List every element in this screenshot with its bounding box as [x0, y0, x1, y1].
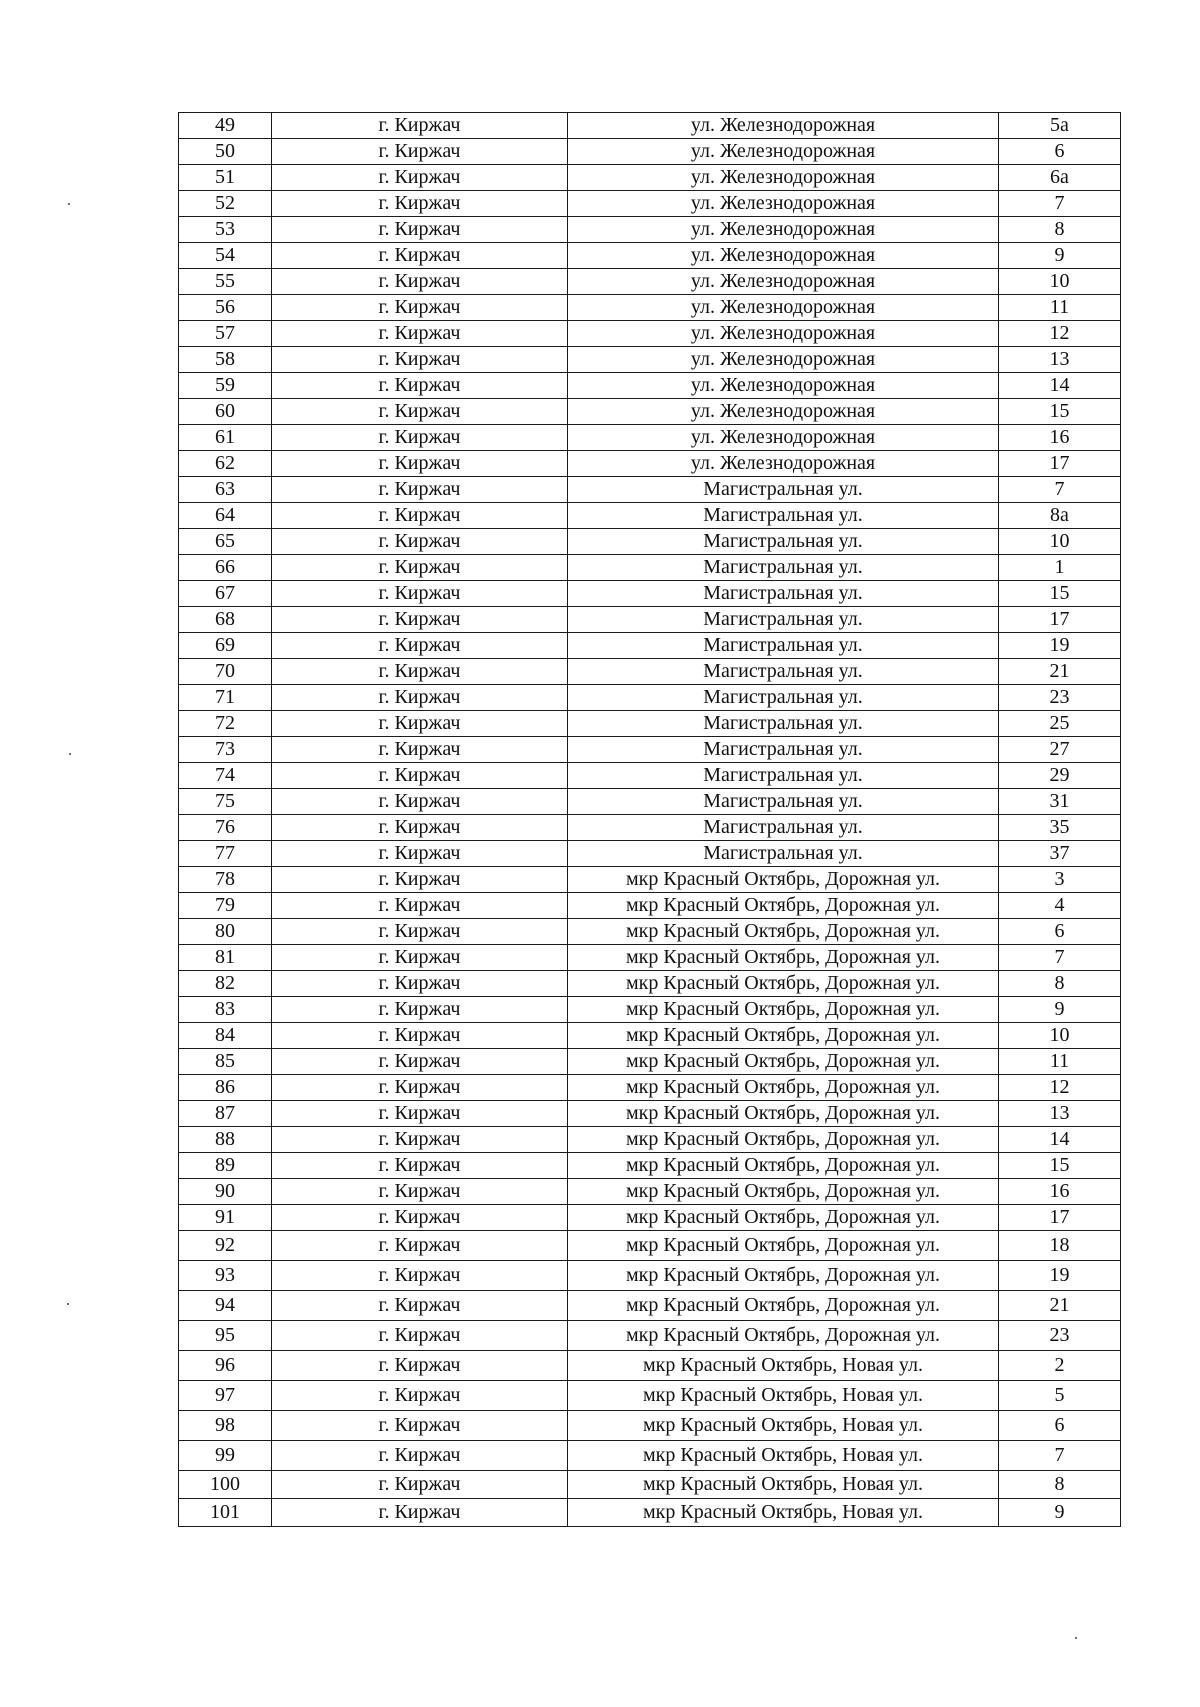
street-cell: мкр Красный Октябрь, Дорожная ул. — [568, 997, 999, 1023]
row-number-cell: 65 — [179, 529, 272, 555]
city-cell: г. Киржач — [272, 1381, 568, 1411]
city-cell: г. Киржач — [272, 1231, 568, 1261]
street-cell: мкр Красный Октябрь, Дорожная ул. — [568, 1023, 999, 1049]
row-number-cell: 79 — [179, 893, 272, 919]
city-cell: г. Киржач — [272, 945, 568, 971]
city-cell: г. Киржач — [272, 1411, 568, 1441]
table-row — [179, 1411, 1121, 1441]
city-cell: г. Киржач — [272, 399, 568, 425]
street-cell: Магистральная ул. — [568, 737, 999, 763]
table-row — [179, 737, 1121, 763]
house-number-cell: 7 — [999, 191, 1121, 217]
house-number-cell: 14 — [999, 373, 1121, 399]
row-number-cell: 83 — [179, 997, 272, 1023]
city-cell: г. Киржач — [272, 295, 568, 321]
street-cell: Магистральная ул. — [568, 841, 999, 867]
house-number-cell: 10 — [999, 529, 1121, 555]
house-number-cell: 9 — [999, 997, 1121, 1023]
row-number-cell: 96 — [179, 1351, 272, 1381]
row-number-cell: 62 — [179, 451, 272, 477]
table-row — [179, 1153, 1121, 1179]
house-number-cell: 35 — [999, 815, 1121, 841]
city-cell: г. Киржач — [272, 893, 568, 919]
table-row — [179, 269, 1121, 295]
house-number-cell: 2 — [999, 1351, 1121, 1381]
street-cell: ул. Железнодорожная — [568, 347, 999, 373]
street-cell: мкр Красный Октябрь, Дорожная ул. — [568, 1049, 999, 1075]
house-number-cell: 15 — [999, 581, 1121, 607]
city-cell: г. Киржач — [272, 1291, 568, 1321]
house-number-cell: 27 — [999, 737, 1121, 763]
house-number-cell: 6 — [999, 139, 1121, 165]
table-row — [179, 373, 1121, 399]
table-row — [179, 841, 1121, 867]
row-number-cell: 58 — [179, 347, 272, 373]
city-cell: г. Киржач — [272, 1127, 568, 1153]
city-cell: г. Киржач — [272, 1101, 568, 1127]
table-row — [179, 425, 1121, 451]
city-cell: г. Киржач — [272, 1153, 568, 1179]
address-table-body — [179, 113, 1121, 1527]
city-cell: г. Киржач — [272, 451, 568, 477]
table-row — [179, 1499, 1121, 1527]
street-cell: ул. Железнодорожная — [568, 373, 999, 399]
house-number-cell: 16 — [999, 1179, 1121, 1205]
city-cell: г. Киржач — [272, 971, 568, 997]
row-number-cell: 84 — [179, 1023, 272, 1049]
street-cell: мкр Красный Октябрь, Новая ул. — [568, 1441, 999, 1471]
row-number-cell: 77 — [179, 841, 272, 867]
row-number-cell: 49 — [179, 113, 272, 139]
table-row — [179, 191, 1121, 217]
house-number-cell: 8 — [999, 971, 1121, 997]
house-number-cell: 3 — [999, 867, 1121, 893]
house-number-cell: 17 — [999, 1205, 1121, 1231]
street-cell: мкр Красный Октябрь, Дорожная ул. — [568, 867, 999, 893]
city-cell: г. Киржач — [272, 113, 568, 139]
table-row — [179, 945, 1121, 971]
street-cell: Магистральная ул. — [568, 581, 999, 607]
table-row — [179, 659, 1121, 685]
city-cell: г. Киржач — [272, 217, 568, 243]
street-cell: ул. Железнодорожная — [568, 269, 999, 295]
street-cell: мкр Красный Октябрь, Дорожная ул. — [568, 1291, 999, 1321]
city-cell: г. Киржач — [272, 529, 568, 555]
row-number-cell: 73 — [179, 737, 272, 763]
row-number-cell: 63 — [179, 477, 272, 503]
house-number-cell: 21 — [999, 1291, 1121, 1321]
city-cell: г. Киржач — [272, 1351, 568, 1381]
street-cell: Магистральная ул. — [568, 477, 999, 503]
house-number-cell: 9 — [999, 243, 1121, 269]
house-number-cell: 8 — [999, 217, 1121, 243]
row-number-cell: 60 — [179, 399, 272, 425]
street-cell: ул. Железнодорожная — [568, 165, 999, 191]
row-number-cell: 101 — [179, 1499, 272, 1527]
table-row — [179, 477, 1121, 503]
house-number-cell: 11 — [999, 1049, 1121, 1075]
row-number-cell: 76 — [179, 815, 272, 841]
city-cell: г. Киржач — [272, 425, 568, 451]
house-number-cell: 12 — [999, 1075, 1121, 1101]
row-number-cell: 92 — [179, 1231, 272, 1261]
table-row — [179, 789, 1121, 815]
street-cell: ул. Железнодорожная — [568, 295, 999, 321]
city-cell: г. Киржач — [272, 1441, 568, 1471]
house-number-cell: 6 — [999, 919, 1121, 945]
house-number-cell: 5 — [999, 1381, 1121, 1411]
house-number-cell: 23 — [999, 1321, 1121, 1351]
city-cell: г. Киржач — [272, 191, 568, 217]
table-row — [179, 1321, 1121, 1351]
table-row — [179, 1075, 1121, 1101]
table-row — [179, 1261, 1121, 1291]
house-number-cell: 7 — [999, 945, 1121, 971]
street-cell: мкр Красный Октябрь, Дорожная ул. — [568, 971, 999, 997]
city-cell: г. Киржач — [272, 789, 568, 815]
street-cell: мкр Красный Октябрь, Новая ул. — [568, 1411, 999, 1441]
city-cell: г. Киржач — [272, 659, 568, 685]
table-row — [179, 1231, 1121, 1261]
house-number-cell: 10 — [999, 269, 1121, 295]
street-cell: мкр Красный Октябрь, Дорожная ул. — [568, 1101, 999, 1127]
table-row — [179, 1441, 1121, 1471]
street-cell: Магистральная ул. — [568, 685, 999, 711]
city-cell: г. Киржач — [272, 1179, 568, 1205]
row-number-cell: 98 — [179, 1411, 272, 1441]
city-cell: г. Киржач — [272, 1261, 568, 1291]
table-row — [179, 347, 1121, 373]
table-row — [179, 893, 1121, 919]
row-number-cell: 82 — [179, 971, 272, 997]
scan-speck — [69, 753, 71, 755]
house-number-cell: 11 — [999, 295, 1121, 321]
house-number-cell: 31 — [999, 789, 1121, 815]
row-number-cell: 93 — [179, 1261, 272, 1291]
row-number-cell: 91 — [179, 1205, 272, 1231]
row-number-cell: 97 — [179, 1381, 272, 1411]
table-row — [179, 165, 1121, 191]
city-cell: г. Киржач — [272, 1049, 568, 1075]
scan-speck — [1075, 1637, 1077, 1639]
street-cell: Магистральная ул. — [568, 607, 999, 633]
table-row — [179, 529, 1121, 555]
table-row — [179, 243, 1121, 269]
table-row — [179, 295, 1121, 321]
row-number-cell: 80 — [179, 919, 272, 945]
house-number-cell: 16 — [999, 425, 1121, 451]
house-number-cell: 18 — [999, 1231, 1121, 1261]
house-number-cell: 15 — [999, 1153, 1121, 1179]
table-row — [179, 1205, 1121, 1231]
city-cell: г. Киржач — [272, 1471, 568, 1499]
house-number-cell: 13 — [999, 1101, 1121, 1127]
house-number-cell: 15 — [999, 399, 1121, 425]
house-number-cell: 23 — [999, 685, 1121, 711]
street-cell: мкр Красный Октябрь, Новая ул. — [568, 1499, 999, 1527]
house-number-cell: 8 — [999, 1471, 1121, 1499]
street-cell: мкр Красный Октябрь, Дорожная ул. — [568, 1179, 999, 1205]
city-cell: г. Киржач — [272, 347, 568, 373]
table-row — [179, 607, 1121, 633]
row-number-cell: 90 — [179, 1179, 272, 1205]
row-number-cell: 53 — [179, 217, 272, 243]
row-number-cell: 54 — [179, 243, 272, 269]
city-cell: г. Киржач — [272, 997, 568, 1023]
table-row — [179, 1101, 1121, 1127]
house-number-cell: 8а — [999, 503, 1121, 529]
row-number-cell: 86 — [179, 1075, 272, 1101]
street-cell: мкр Красный Октябрь, Дорожная ул. — [568, 1205, 999, 1231]
city-cell: г. Киржач — [272, 1075, 568, 1101]
scan-speck — [67, 1303, 69, 1305]
table-row — [179, 555, 1121, 581]
street-cell: Магистральная ул. — [568, 503, 999, 529]
table-row — [179, 867, 1121, 893]
house-number-cell: 1 — [999, 555, 1121, 581]
row-number-cell: 50 — [179, 139, 272, 165]
house-number-cell: 5а — [999, 113, 1121, 139]
row-number-cell: 88 — [179, 1127, 272, 1153]
table-row — [179, 685, 1121, 711]
table-row — [179, 321, 1121, 347]
house-number-cell: 4 — [999, 893, 1121, 919]
city-cell: г. Киржач — [272, 321, 568, 347]
row-number-cell: 85 — [179, 1049, 272, 1075]
table-row — [179, 451, 1121, 477]
city-cell: г. Киржач — [272, 269, 568, 295]
table-row — [179, 1471, 1121, 1499]
row-number-cell: 99 — [179, 1441, 272, 1471]
house-number-cell: 6 — [999, 1411, 1121, 1441]
row-number-cell: 100 — [179, 1471, 272, 1499]
table-row — [179, 399, 1121, 425]
table-row — [179, 1291, 1121, 1321]
street-cell: мкр Красный Октябрь, Дорожная ул. — [568, 1261, 999, 1291]
table-row — [179, 1351, 1121, 1381]
city-cell: г. Киржач — [272, 633, 568, 659]
street-cell: Магистральная ул. — [568, 555, 999, 581]
city-cell: г. Киржач — [272, 685, 568, 711]
street-cell: ул. Железнодорожная — [568, 243, 999, 269]
house-number-cell: 7 — [999, 1441, 1121, 1471]
street-cell: мкр Красный Октябрь, Дорожная ул. — [568, 1075, 999, 1101]
street-cell: ул. Железнодорожная — [568, 425, 999, 451]
street-cell: ул. Железнодорожная — [568, 321, 999, 347]
city-cell: г. Киржач — [272, 763, 568, 789]
scan-speck — [68, 203, 70, 205]
house-number-cell: 25 — [999, 711, 1121, 737]
house-number-cell: 29 — [999, 763, 1121, 789]
city-cell: г. Киржач — [272, 1499, 568, 1527]
city-cell: г. Киржач — [272, 581, 568, 607]
table-row — [179, 711, 1121, 737]
city-cell: г. Киржач — [272, 1023, 568, 1049]
table-row — [179, 1049, 1121, 1075]
row-number-cell: 68 — [179, 607, 272, 633]
street-cell: мкр Красный Октябрь, Дорожная ул. — [568, 1231, 999, 1261]
city-cell: г. Киржач — [272, 477, 568, 503]
row-number-cell: 81 — [179, 945, 272, 971]
city-cell: г. Киржач — [272, 503, 568, 529]
street-cell: Магистральная ул. — [568, 659, 999, 685]
address-table — [178, 112, 1121, 1527]
house-number-cell: 14 — [999, 1127, 1121, 1153]
street-cell: мкр Красный Октябрь, Новая ул. — [568, 1351, 999, 1381]
city-cell: г. Киржач — [272, 711, 568, 737]
row-number-cell: 52 — [179, 191, 272, 217]
row-number-cell: 74 — [179, 763, 272, 789]
street-cell: мкр Красный Октябрь, Дорожная ул. — [568, 945, 999, 971]
street-cell: ул. Железнодорожная — [568, 217, 999, 243]
house-number-cell: 17 — [999, 451, 1121, 477]
row-number-cell: 95 — [179, 1321, 272, 1351]
house-number-cell: 6а — [999, 165, 1121, 191]
street-cell: Магистральная ул. — [568, 763, 999, 789]
street-cell: ул. Железнодорожная — [568, 113, 999, 139]
city-cell: г. Киржач — [272, 919, 568, 945]
table-row — [179, 997, 1121, 1023]
city-cell: г. Киржач — [272, 139, 568, 165]
row-number-cell: 78 — [179, 867, 272, 893]
street-cell: мкр Красный Октябрь, Дорожная ул. — [568, 1321, 999, 1351]
house-number-cell: 37 — [999, 841, 1121, 867]
table-row — [179, 919, 1121, 945]
city-cell: г. Киржач — [272, 841, 568, 867]
table-row — [179, 763, 1121, 789]
street-cell: Магистральная ул. — [568, 789, 999, 815]
street-cell: мкр Красный Октябрь, Дорожная ул. — [568, 893, 999, 919]
table-row — [179, 971, 1121, 997]
city-cell: г. Киржач — [272, 607, 568, 633]
house-number-cell: 21 — [999, 659, 1121, 685]
table-row — [179, 113, 1121, 139]
city-cell: г. Киржач — [272, 165, 568, 191]
table-row — [179, 1127, 1121, 1153]
table-row — [179, 633, 1121, 659]
row-number-cell: 70 — [179, 659, 272, 685]
table-row — [179, 139, 1121, 165]
row-number-cell: 71 — [179, 685, 272, 711]
row-number-cell: 51 — [179, 165, 272, 191]
row-number-cell: 94 — [179, 1291, 272, 1321]
row-number-cell: 87 — [179, 1101, 272, 1127]
street-cell: ул. Железнодорожная — [568, 139, 999, 165]
street-cell: Магистральная ул. — [568, 815, 999, 841]
table-row — [179, 503, 1121, 529]
row-number-cell: 89 — [179, 1153, 272, 1179]
house-number-cell: 13 — [999, 347, 1121, 373]
city-cell: г. Киржач — [272, 373, 568, 399]
street-cell: мкр Красный Октябрь, Новая ул. — [568, 1471, 999, 1499]
row-number-cell: 55 — [179, 269, 272, 295]
street-cell: мкр Красный Октябрь, Дорожная ул. — [568, 1127, 999, 1153]
table-row — [179, 815, 1121, 841]
row-number-cell: 75 — [179, 789, 272, 815]
house-number-cell: 12 — [999, 321, 1121, 347]
row-number-cell: 57 — [179, 321, 272, 347]
row-number-cell: 59 — [179, 373, 272, 399]
row-number-cell: 61 — [179, 425, 272, 451]
street-cell: Магистральная ул. — [568, 711, 999, 737]
table-row — [179, 1381, 1121, 1411]
street-cell: ул. Железнодорожная — [568, 191, 999, 217]
street-cell: Магистральная ул. — [568, 529, 999, 555]
house-number-cell: 19 — [999, 1261, 1121, 1291]
row-number-cell: 72 — [179, 711, 272, 737]
street-cell: мкр Красный Октябрь, Новая ул. — [568, 1381, 999, 1411]
street-cell: Магистральная ул. — [568, 633, 999, 659]
house-number-cell: 19 — [999, 633, 1121, 659]
city-cell: г. Киржач — [272, 1205, 568, 1231]
row-number-cell: 56 — [179, 295, 272, 321]
city-cell: г. Киржач — [272, 737, 568, 763]
row-number-cell: 69 — [179, 633, 272, 659]
street-cell: мкр Красный Октябрь, Дорожная ул. — [568, 919, 999, 945]
street-cell: ул. Железнодорожная — [568, 399, 999, 425]
street-cell: мкр Красный Октябрь, Дорожная ул. — [568, 1153, 999, 1179]
table-row — [179, 1023, 1121, 1049]
city-cell: г. Киржач — [272, 243, 568, 269]
row-number-cell: 67 — [179, 581, 272, 607]
house-number-cell: 17 — [999, 607, 1121, 633]
city-cell: г. Киржач — [272, 815, 568, 841]
row-number-cell: 66 — [179, 555, 272, 581]
city-cell: г. Киржач — [272, 1321, 568, 1351]
table-row — [179, 217, 1121, 243]
house-number-cell: 7 — [999, 477, 1121, 503]
table-row — [179, 581, 1121, 607]
row-number-cell: 64 — [179, 503, 272, 529]
city-cell: г. Киржач — [272, 867, 568, 893]
house-number-cell: 9 — [999, 1499, 1121, 1527]
street-cell: ул. Железнодорожная — [568, 451, 999, 477]
table-row — [179, 1179, 1121, 1205]
house-number-cell: 10 — [999, 1023, 1121, 1049]
city-cell: г. Киржач — [272, 555, 568, 581]
